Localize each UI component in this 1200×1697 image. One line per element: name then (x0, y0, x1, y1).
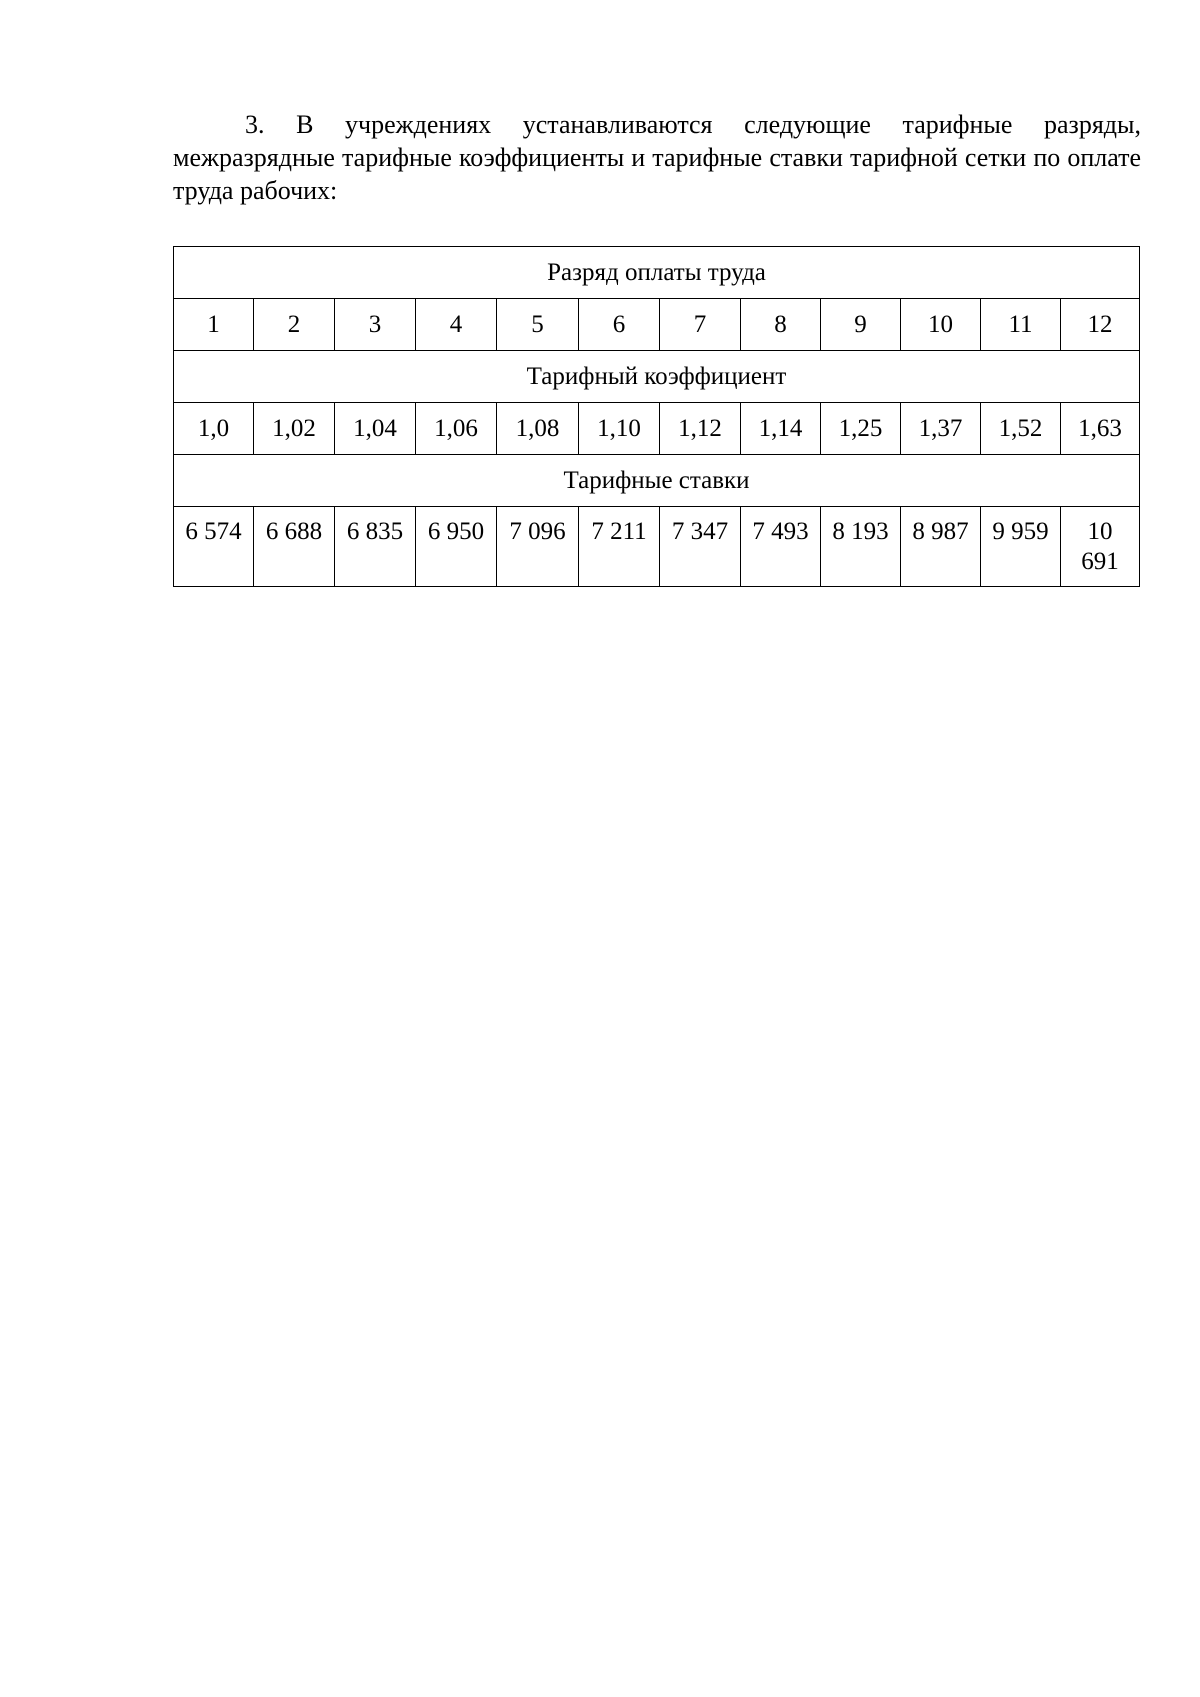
coefficient-cell: 1,14 (741, 403, 821, 455)
grade-cell: 6 (579, 299, 660, 351)
coefficient-cell: 1,52 (981, 403, 1061, 455)
rate-cell: 8 987 (901, 507, 981, 587)
intro-paragraph: 3. В учреждениях устанавливаются следующие тарифные разряды, межразрядные тарифные коэффициенты и тарифные ставки тарифной сетки по оплате труда рабочих: (173, 110, 1141, 205)
rate-cell: 6 688 (254, 507, 335, 587)
grade-cell: 9 (821, 299, 901, 351)
coefficient-header-row (174, 351, 1140, 403)
coefficients-row (174, 403, 1140, 455)
grade-header-cell: Разряд оплаты труда (174, 247, 1140, 299)
grade-cell: 11 (981, 299, 1061, 351)
document-body (173, 108, 1141, 207)
coefficient-cell: 1,02 (254, 403, 335, 455)
rate-cell: 7 493 (741, 507, 821, 587)
coefficient-cell: 1,10 (579, 403, 660, 455)
coefficient-cell: 1,04 (335, 403, 416, 455)
grade-cell: 4 (416, 299, 497, 351)
tariff-table (173, 246, 1140, 587)
grade-cell: 10 (901, 299, 981, 351)
rate-cell: 6 950 (416, 507, 497, 587)
tariff-table-container (173, 246, 1139, 587)
grade-cell: 5 (497, 299, 579, 351)
rate-cell: 7 211 (579, 507, 660, 587)
coefficient-cell: 1,0 (174, 403, 254, 455)
rate-cell: 6 574 (174, 507, 254, 587)
rate-cell: 7 096 (497, 507, 579, 587)
coefficient-cell: 1,08 (497, 403, 579, 455)
coefficient-cell: 1,63 (1061, 403, 1140, 455)
grade-cell: 2 (254, 299, 335, 351)
grade-cell: 7 (660, 299, 741, 351)
grade-cell: 8 (741, 299, 821, 351)
grade-cell: 12 (1061, 299, 1140, 351)
grade-header-row (174, 247, 1140, 299)
rates-header-row (174, 455, 1140, 507)
coefficient-cell: 1,25 (821, 403, 901, 455)
rate-cell: 8 193 (821, 507, 901, 587)
coefficient-header-cell: Тарифный коэффициент (174, 351, 1140, 403)
rate-cell: 10 691 (1061, 507, 1140, 587)
rate-cell: 6 835 (335, 507, 416, 587)
rates-header-cell: Тарифные ставки (174, 455, 1140, 507)
coefficient-cell: 1,12 (660, 403, 741, 455)
coefficient-cell: 1,06 (416, 403, 497, 455)
rates-row (174, 507, 1140, 587)
rate-cell: 7 347 (660, 507, 741, 587)
grade-cell: 3 (335, 299, 416, 351)
grade-cell: 1 (174, 299, 254, 351)
coefficient-cell: 1,37 (901, 403, 981, 455)
rate-cell: 9 959 (981, 507, 1061, 587)
grades-row (174, 299, 1140, 351)
